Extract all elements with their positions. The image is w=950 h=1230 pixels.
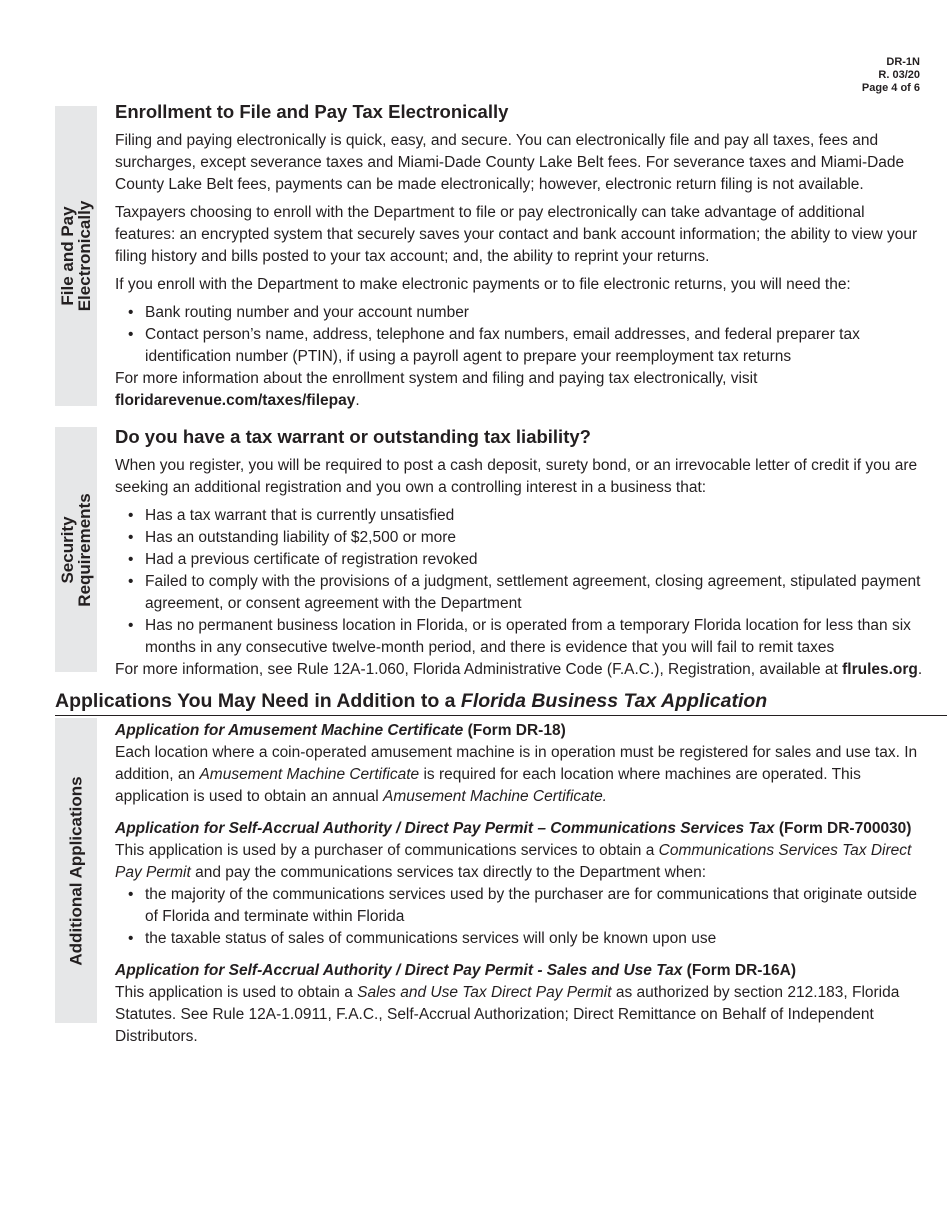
form-header [862,56,920,95]
sales-form: (Form DR-16A) [686,962,797,979]
amusement-form: (Form DR-18) [467,722,566,739]
applications-content [115,720,925,1058]
form-revision: R. 03/20 [878,69,920,81]
list-item: • the taxable status of sales of communications services will only be known upon use [115,928,925,950]
file-pay-bullet-list [115,302,925,368]
security-title: Do you have a tax warrant or outstanding tax liability? [115,426,591,447]
applications-heading: Applications You May Need in Addition to a Florida Business Tax Application [55,688,947,716]
security-bullet-list [115,505,925,659]
file-pay-paragraph-2: Taxpayers choosing to enroll with the Department to file or pay electronically can take advantage of additional features: an encrypted system that securely saves your contact and bank account information; the ability to view your filing history and bills posted to your tax account; and, the ability to reprint your returns. [115,204,918,265]
security-content [115,425,925,687]
comm-application [115,818,925,950]
list-item: • the majority of the communications services used by the purchaser are for communications that originate outside of Florida and terminate within Florida [115,884,925,928]
list-item: • Bank routing number and your account number [115,302,925,324]
security-sidebar [55,427,97,672]
comm-bullet-list [115,884,925,950]
file-pay-title: Enrollment to File and Pay Tax Electronically [115,101,509,122]
list-item: • Contact person’s name, address, telephone and fax numbers, email addresses, and federal preparer tax identification number (PTIN), if using a payroll agent to prepare your reemployment tax returns [115,324,925,368]
amusement-application [115,720,925,808]
comm-title: Application for Self-Accrual Authority / Direct Pay Permit – Communications Services Tax [115,820,775,837]
list-item: • Has an outstanding liability of $2,500 or more [115,527,925,549]
filepay-link[interactable]: floridarevenue.com/taxes/filepay [115,392,356,409]
file-pay-more-info: For more information about the enrollment system and filing and paying tax electronically, visit floridarevenue.com/taxes/filepay. [115,370,758,409]
security-more-info: For more information, see Rule 12A-1.060, Florida Administrative Code (F.A.C.), Registration, available at flrules.org. [115,661,923,678]
file-pay-paragraph-1: Filing and paying electronically is quick, easy, and secure. You can electronically file and pay all taxes, fees and surcharges, except severance taxes and Miami-Dade County Lake Belt fees. For severance taxes and Miami-Dade County Lake Belt fees, payments can be made electronically; however, electronic return filing is not available. [115,132,905,193]
comm-description: This application is used by a purchaser of communications services to obtain a Communications Services Tax Direct Pay Permit and pay the communications services tax directly to the Department when: [115,842,912,881]
list-item: • Had a previous certificate of registration revoked [115,549,925,571]
page-number: Page 4 of 6 [861,82,920,94]
sales-application [115,960,925,1048]
form-number: DR-1N [886,56,920,68]
security-paragraph: When you register, you will be required to post a cash deposit, surety bond, or an irrevocable letter of credit if you are seeking an additional registration and you own a controlling interest in a business that: [115,457,918,496]
applications-section [55,718,925,1045]
sales-description: This application is used to obtain a Sales and Use Tax Direct Pay Permit as authorized by section 212.183, Florida Statutes. See Rule 12A-1.0911, F.A.C., Self-Accrual Authorization; Direct Remittance on Behalf of Independent Distributors. [115,984,900,1045]
applications-side-label: Additional Applications [66,775,86,966]
file-pay-paragraph-3: If you enroll with the Department to make electronic payments or to file electronic returns, you will need the: [115,276,851,293]
flrules-link[interactable]: flrules.org [842,661,918,678]
sales-title: Application for Self-Accrual Authority / Direct Pay Permit - Sales and Use Tax [115,962,683,979]
file-pay-section [55,100,925,410]
security-side-label: Security Requirements [58,492,94,607]
security-section [55,425,925,678]
file-pay-sidebar [55,106,97,406]
file-pay-content [115,100,925,418]
list-item: • Has a tax warrant that is currently unsatisfied [115,505,925,527]
list-item: • Failed to comply with the provisions of a judgment, settlement agreement, closing agreement, stipulated payment agreement, or consent agreement with the Department [115,571,925,615]
amusement-title: Application for Amusement Machine Certificate [115,722,464,739]
comm-form: (Form DR-700030) [778,820,912,837]
applications-sidebar [55,718,97,1023]
amusement-description: Each location where a coin-operated amusement machine is in operation must be registered for sales and use tax. In addition, an Amusement Machine Certificate is required for each location where machines are operated. This application is used to obtain an annual Amusement Machine Certificate. [115,744,918,805]
list-item: • Has no permanent business location in Florida, or is operated from a temporary Florida location for less than six months in any consecutive twelve-month period, and there is evidence that you will fail to remit taxes [115,615,925,659]
file-pay-side-label: File and Pay Electronically [58,200,94,312]
